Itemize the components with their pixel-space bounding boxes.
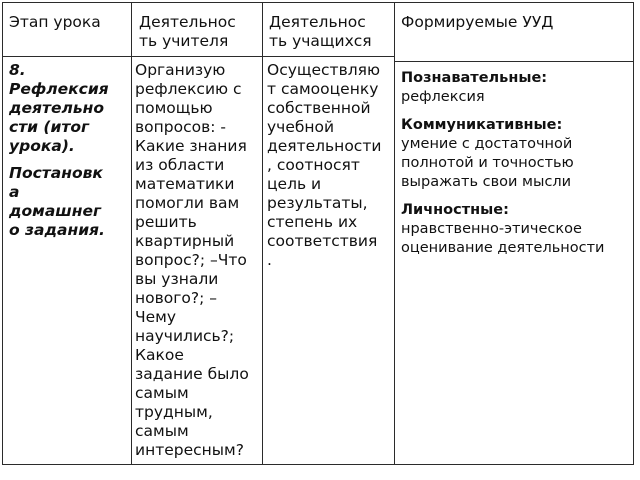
header-uud: Формируемые УУД [401, 13, 554, 31]
row-divider [394, 61, 633, 62]
column-divider [394, 3, 395, 464]
cognitive-label: Познавательные: [401, 70, 548, 86]
teacher-cell: Организую рефлексию с помощью вопросов: - Какие знания из области математики помогли вам решить квартирный вопрос?; –Что вы узнали нового?; – Чему научились?; Какое задание было самым трудным, самым интересным? [135, 61, 249, 459]
cognitive-text: рефлексия [401, 89, 485, 105]
header-students: Деятельнос ть учащихся [269, 13, 372, 50]
communicative-label: Коммуникативные: [401, 117, 563, 133]
lesson-table [2, 2, 634, 465]
column-divider [131, 3, 132, 464]
column-divider [262, 3, 263, 464]
row-divider [3, 56, 131, 57]
students-cell: Осуществляю т самооценку собственной учебной деятельности , соотносят цель и результаты, степень их соответствия . [267, 61, 382, 269]
stage-homework: Постановк а домашнег о задания. [9, 164, 105, 239]
header-teacher: Деятельнос ть учителя [139, 13, 236, 50]
personal-label: Личностные: [401, 202, 509, 218]
uud-cell: Познавательные: рефлексия Коммуникативные: умение с достаточной полнотой и точностью выражать свои мысли Личностные: нравственно-этическое оценивание деятельности [401, 69, 633, 258]
row-divider [131, 56, 262, 57]
stage-cell [9, 61, 129, 240]
stage-title: 8. Рефлексия деятельно сти (итог урока). [9, 61, 109, 155]
header-stage: Этап урока [9, 13, 101, 31]
row-divider [262, 56, 394, 57]
